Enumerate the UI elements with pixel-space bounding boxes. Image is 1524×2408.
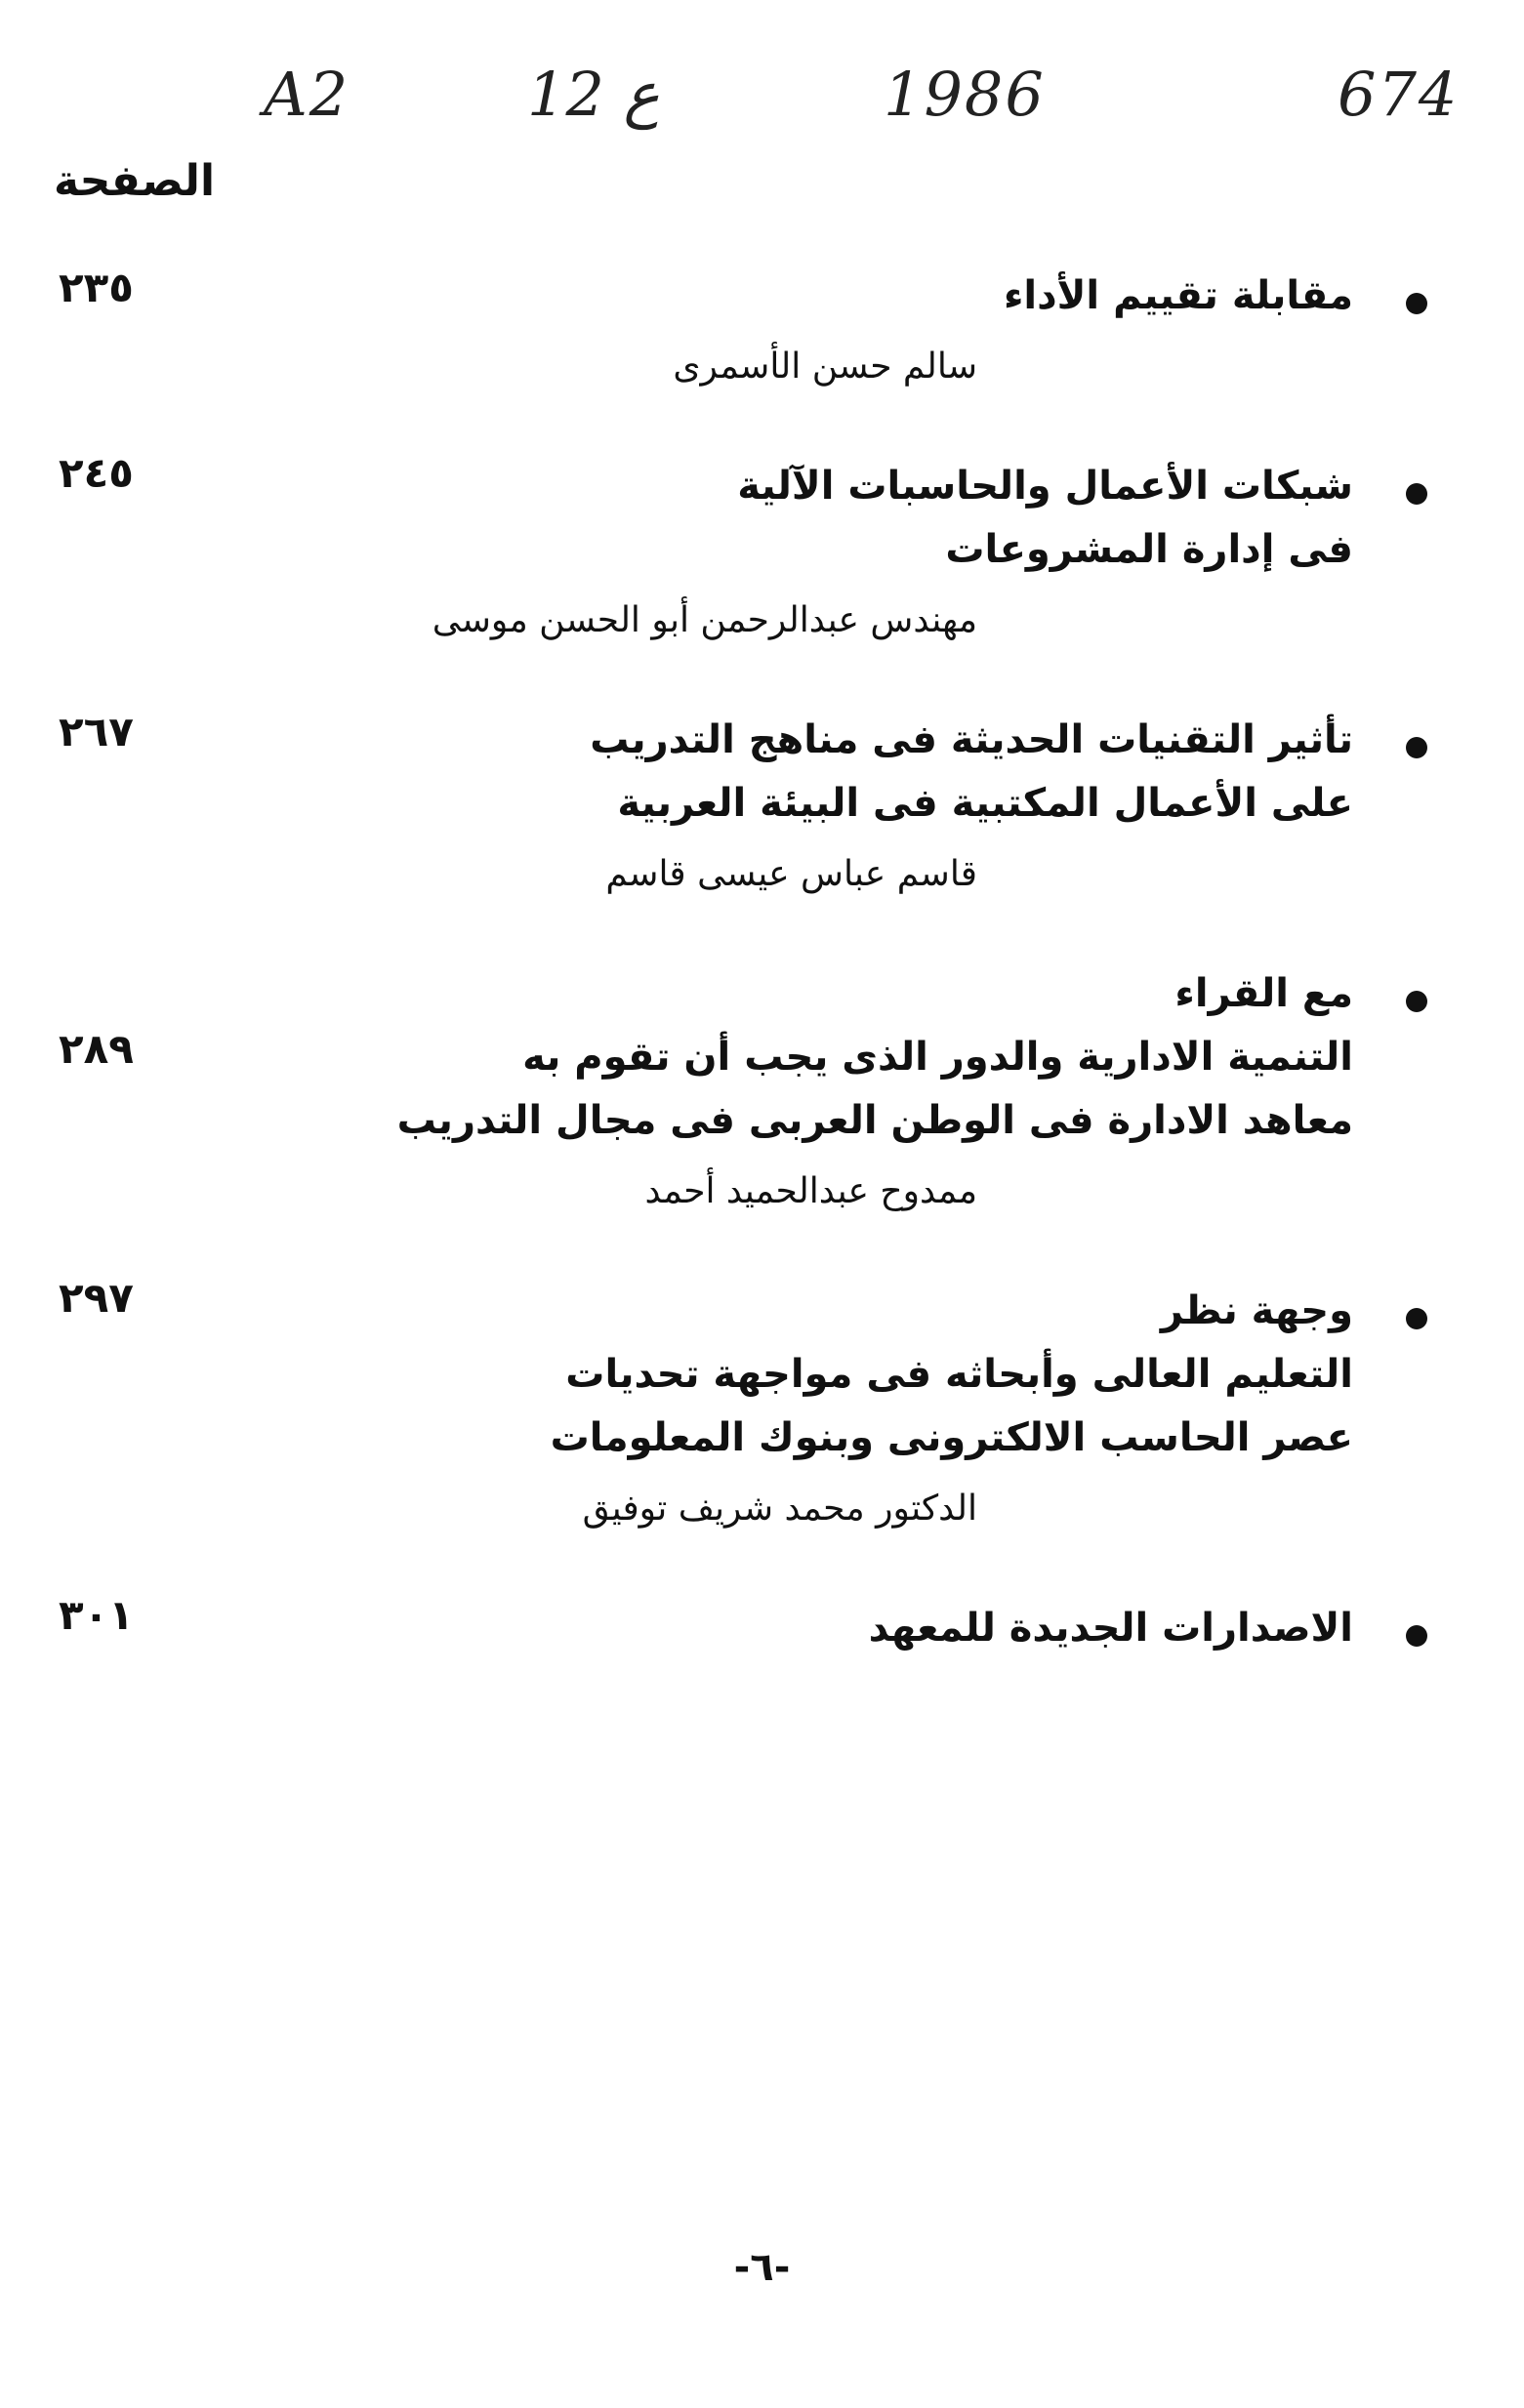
page-number: ٢٩٧	[59, 1274, 134, 1322]
entry-author: ممدوح عبدالحميد أحمد	[644, 1171, 977, 1211]
entry-title: تأثير التقنيات الحديثة فى مناهج التدريب	[590, 717, 1353, 762]
entry-author: الدكتور محمد شريف توفيق	[582, 1489, 977, 1529]
page-column-header: الصفحة	[54, 156, 216, 206]
entry-title: مقابلة تقييم الأداء	[1003, 273, 1353, 318]
entry-title: الاصدارات الجديدة للمعهد	[868, 1606, 1353, 1651]
bullet-icon	[1406, 293, 1427, 314]
entry-title-line-2: فى إدارة المشروعات	[945, 527, 1353, 572]
page-footer-number: -٦-	[733, 2245, 791, 2290]
bullet-icon	[1406, 1308, 1427, 1329]
entry-author: مهندس عبدالرحمن أبو الحسن موسى	[432, 600, 977, 640]
section-heading: مع القراء	[1174, 971, 1353, 1016]
page-number: ٢٣٥	[59, 264, 134, 311]
bullet-icon	[1406, 1625, 1427, 1647]
handwritten-year: 1986	[884, 59, 1046, 130]
handwritten-number: 674	[1338, 59, 1460, 130]
entry-title: التنمية الادارية والدور الذى يجب أن تقوم به	[522, 1035, 1353, 1080]
entry-title: التعليم العالى وأبحاثه فى مواجهة تحديات	[565, 1352, 1353, 1397]
bullet-icon	[1406, 991, 1427, 1012]
handwritten-note-a: A2	[264, 59, 350, 130]
entry-title-line-2: معاهد الادارة فى الوطن العربى فى مجال التدريب	[396, 1098, 1353, 1143]
section-heading: وجهة نظر	[1160, 1288, 1353, 1333]
entry-author: قاسم عباس عيسى قاسم	[605, 854, 977, 894]
entry-title-line-2: عصر الحاسب الالكترونى وبنوك المعلومات	[550, 1415, 1353, 1460]
entry-title-line-2: على الأعمال المكتبية فى البيئة العربية	[617, 781, 1353, 826]
bullet-icon	[1406, 483, 1427, 505]
page-number: ٢٦٧	[59, 708, 134, 755]
entry-author: سالم حسن الأسمرى	[673, 347, 977, 387]
page-number: ٢٤٥	[59, 449, 134, 497]
page-number: ٢٨٩	[59, 1025, 134, 1073]
entry-title: شبكات الأعمال والحاسبات الآلية	[737, 464, 1353, 509]
page-number: ٣٠١	[59, 1591, 134, 1639]
bullet-icon	[1406, 737, 1427, 758]
handwritten-note-b: 12 ع	[527, 59, 660, 130]
